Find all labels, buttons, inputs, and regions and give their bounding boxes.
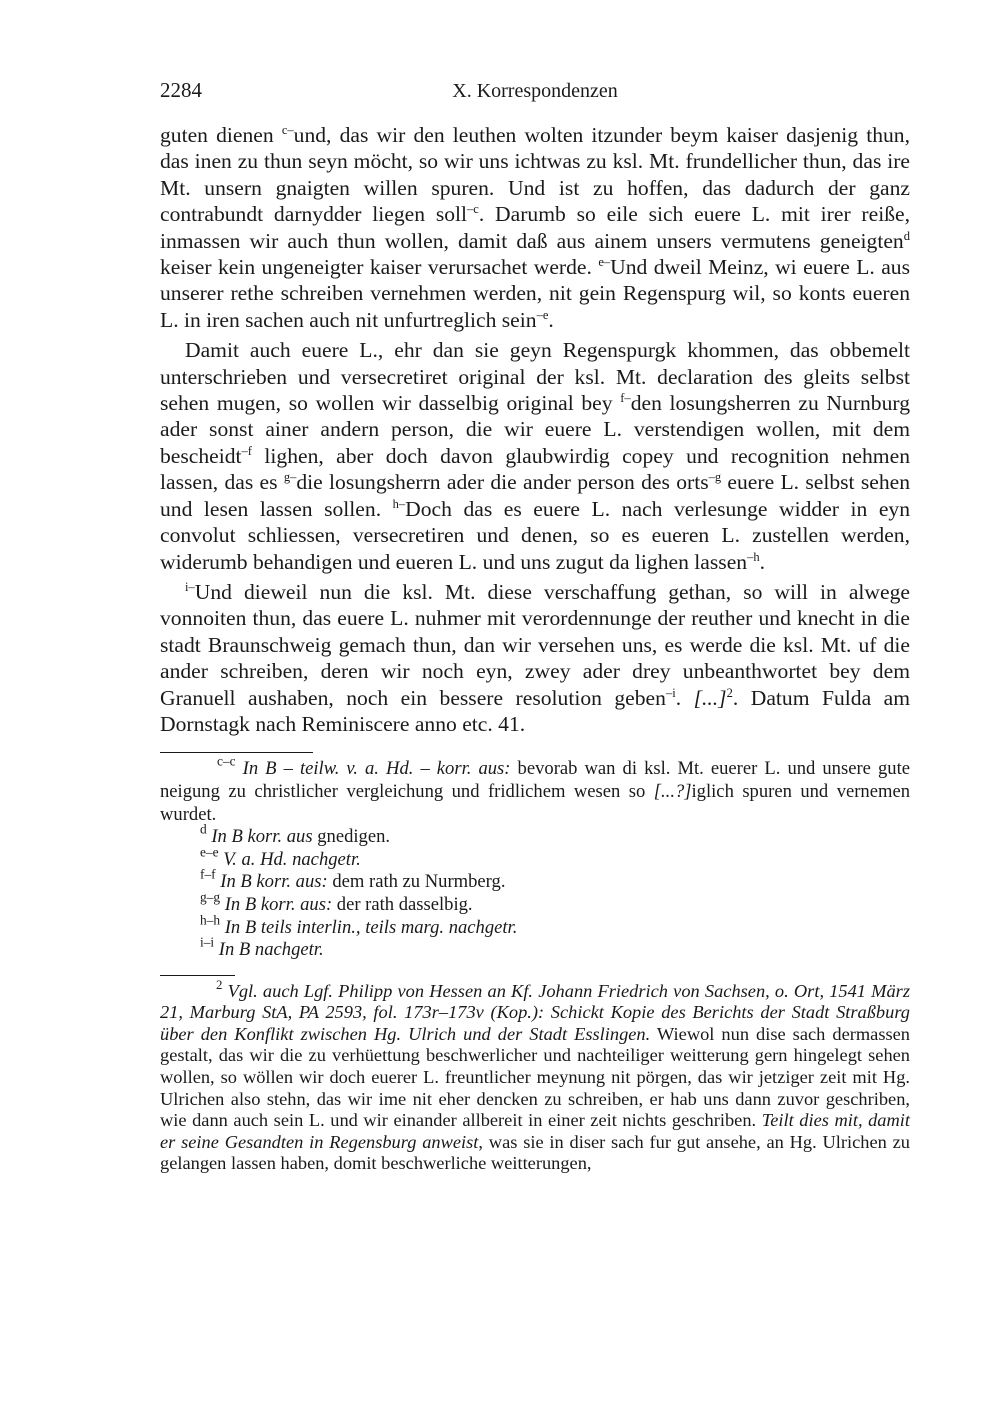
apparatus-note-hh bbox=[160, 912, 910, 940]
text-run: Und dieweil nun die ksl. Mt. diese verschaffung gethan, so will in alwege vonnoiten thun, das euere L. nuhmer mit verordennunge der reuther und knecht in die stadt Braunschweig gemach thun, dan wir versehen uns, es werde die ksl. Mt. uf die ander schreiben, deren wir noch eyn, zwey ader drey unbeanthwortet bey dem Granuell aushaben, noch ein bessere resolution geben bbox=[160, 579, 910, 710]
apparatus-note-ff bbox=[160, 867, 910, 894]
variant-marker: –c bbox=[467, 202, 479, 217]
note-text: der rath dasselbig. bbox=[332, 893, 473, 915]
note-italic: In B korr. aus: bbox=[220, 871, 328, 893]
text-run: Und dweil Meinz, wi euere L. aus unserer rethe schreiben vernehmen werden, nit gein Regenspurg wil, so konts eueren L. in iren sachen auch nit unfurtreglich sein bbox=[160, 255, 910, 332]
note-text: Wiewol nun dise sach dermassen gestalt, das wir die zu verhüettung beschwerlicher und nachteiliger weitterung gern hingelegt sehen wollen, so wöllen wir doch euerer L. freuntlicher meynung nit pörgen, das wir jetziger zeit mit Hg. Ulrichen also stehn, das wir ime nit eher dencken zu schreiben, er hab uns dann zuvor geschriben, wie dann auch sein L. und wir einander allbereit in einer zeit nichts geschriben. bbox=[160, 1023, 910, 1131]
note-italic: In B korr. aus bbox=[211, 826, 313, 848]
text-run: euere L. selbst sehen und lesen lassen sollen. bbox=[160, 470, 910, 521]
apparatus-note-d bbox=[160, 821, 910, 849]
variant-marker: –g bbox=[708, 470, 722, 485]
document-page bbox=[160, 78, 910, 1175]
page-number: 2284 bbox=[160, 78, 202, 102]
text-run: . bbox=[759, 549, 766, 574]
note-italic: V. a. Hd. nachgetr. bbox=[223, 848, 361, 870]
variant-marker: d bbox=[903, 228, 910, 243]
variant-marker: i– bbox=[185, 580, 195, 595]
commentary-notes bbox=[160, 977, 910, 1175]
paragraph-3 bbox=[160, 579, 910, 737]
note-text: , was sie in diser sach fur gut ansehe, an Hg. Ulrichen zu gelangen lassen haben, domit beschwerliche weitterungen, bbox=[160, 1131, 910, 1174]
text-run: . bbox=[548, 307, 554, 332]
note-italic: Teilt dies mit, damit er seine Gesandten in Regensburg anweist bbox=[160, 1110, 910, 1152]
commentary-separator bbox=[160, 975, 235, 976]
footnote-marker: 2 bbox=[726, 685, 733, 700]
text-run: guten dienen bbox=[160, 123, 282, 147]
running-header bbox=[160, 78, 910, 108]
note-italic: In B korr. aus: bbox=[224, 893, 333, 915]
variant-marker: –f bbox=[241, 444, 252, 459]
apparatus-label: c–c bbox=[217, 754, 236, 770]
note-text: iglich spuren und vernemen wurdet. bbox=[160, 780, 910, 825]
footnote-label: 2 bbox=[216, 977, 223, 992]
note-italic: [...?] bbox=[653, 780, 692, 802]
note-text: bevorab wan di ksl. Mt. euerer L. und unsere gute neigung zu christlicher vergleichung und fridlichem wesen so bbox=[160, 758, 910, 802]
text-run: . Darumb so eile sich euere L. mit irer reiße, inmassen wir auch thun wollen, damit daß aus ainem unsers vermutens geneigten bbox=[160, 202, 910, 253]
variant-marker: f– bbox=[620, 391, 631, 406]
apparatus-label: i–i bbox=[200, 934, 215, 950]
apparatus-label: d bbox=[200, 821, 207, 837]
critical-apparatus bbox=[160, 754, 910, 961]
paragraph-1 bbox=[160, 122, 910, 333]
note-italic: In B teils interlin., teils marg. nachgetr. bbox=[224, 916, 518, 938]
variant-marker: g– bbox=[283, 470, 297, 485]
note-text: dem rath zu Nurmberg. bbox=[327, 871, 506, 893]
note-italic: In B nachgetr. bbox=[218, 939, 324, 961]
note-italic: Vgl. auch Lgf. Philipp von Hessen an Kf. Johann Friedrich von Sachsen, o. Ort, 1541 März 21, Marburg StA, PA 2593, fol. 173r–173v (Kop.): Schickt Kopie des Berichts der Stadt Straßburg über den Konflikt zwischen Hg. Ulrich und der Stadt Esslingen. bbox=[160, 980, 910, 1044]
apparatus-label: g–g bbox=[200, 889, 221, 905]
apparatus-note-cc bbox=[160, 754, 910, 826]
text-run: die losungsherrn ader die ander person des orts bbox=[296, 470, 709, 495]
main-text bbox=[160, 122, 910, 737]
variant-marker: e– bbox=[598, 255, 611, 270]
variant-marker: –h bbox=[747, 549, 760, 564]
text-run: und, das wir den leuthen wolten itzunder beym kaiser dasjenig thun, das inen zu thun seyn möcht, so wir uns ichtwas zu ksl. Mt. frundellicher thun, das ire Mt. unsern gnaigten willen spuren. Und ist zu hoffen, das dadurch der ganz contrabundt darnydder liegen soll bbox=[160, 123, 910, 227]
text-run: . Datum Fulda am Dornstagk nach Reminiscere anno etc. 41. bbox=[160, 685, 911, 736]
apparatus-label: e–e bbox=[200, 844, 219, 860]
variant-marker: –e bbox=[536, 308, 549, 323]
paragraph-2 bbox=[160, 337, 910, 575]
text-run: Damit auch euere L., ehr dan sie geyn Regenspurgk khommen, das obbemelt unterschrieben und versecretiret original der ksl. Mt. declaration des gleits selbst sehen mugen, so wollen wir dasselbig original bey bbox=[160, 338, 910, 416]
apparatus-label: h–h bbox=[200, 912, 221, 928]
apparatus-note-ee bbox=[160, 844, 910, 872]
variant-marker: c– bbox=[281, 123, 294, 138]
text-run: Doch das es euere L. nach verlesunge widder in eyn convolut schliessen, versecretiren und denen, so es eueren L. zustellen werden, widerumb behandigen und eueren L. und uns zugut da lighen lassen bbox=[160, 496, 910, 574]
apparatus-note-ii bbox=[160, 934, 910, 962]
text-run: . bbox=[675, 685, 694, 710]
apparatus-separator bbox=[160, 752, 313, 753]
section-title: X. Korrespondenzen bbox=[452, 80, 618, 102]
editorial-ellipsis: [...] bbox=[693, 685, 727, 710]
text-run: keiser kein ungeneigter kaiser verursachet werde. bbox=[160, 255, 599, 280]
note-italic: In B – teilw. v. a. Hd. – korr. aus: bbox=[242, 758, 511, 780]
variant-marker: h– bbox=[392, 496, 406, 511]
footnote-2 bbox=[160, 977, 910, 1175]
apparatus-note-gg bbox=[160, 889, 910, 917]
text-run: den losungsherren zu Nurnburg ader sonst ainer andern person, die wir euere L. verstendigen wollen, mit dem bescheidt bbox=[160, 391, 910, 468]
text-run: lighen, aber doch davon glaubwirdig copey und recognition nehmen lassen, das es bbox=[160, 443, 910, 495]
variant-marker: –i bbox=[665, 685, 676, 700]
note-text: gnedigen. bbox=[312, 826, 391, 848]
apparatus-label: f–f bbox=[200, 867, 216, 883]
